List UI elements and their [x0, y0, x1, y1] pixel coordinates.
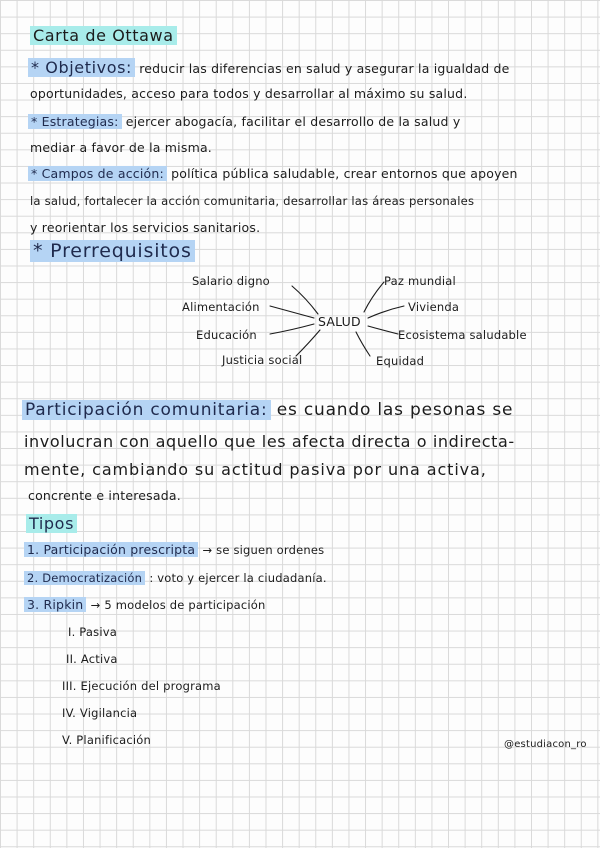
objetivos-text-1: reducir las diferencias en salud y asegurar la igualdad de — [139, 61, 510, 76]
objetivos-line-1 — [28, 58, 510, 77]
participacion-text-1: es cuando las pesonas se — [276, 400, 514, 420]
prereq-educacion: Educación — [196, 328, 257, 342]
tipo-2 — [24, 570, 327, 585]
line-vivienda — [368, 306, 404, 318]
line-ecosistema — [368, 326, 398, 334]
participacion-line-2: involucran con aquello que les afecta directa o indirecta- — [24, 432, 515, 451]
prerrequisitos-heading: * Prerrequisitos — [30, 240, 195, 262]
tipo-3-label: 3. Ripkin — [24, 597, 86, 612]
estrategias-text-1: ejercer abogacía, facilitar el desarrollo de la salud y — [125, 114, 461, 129]
line-salario — [292, 286, 318, 314]
tipo-1-text: → se siguen ordenes — [202, 543, 325, 557]
line-educacion — [270, 324, 314, 334]
line-equidad — [356, 332, 370, 356]
tipo-3 — [24, 597, 266, 612]
tipo-1 — [24, 542, 324, 557]
campos-line-3: y reorientar los servicios sanitarios. — [30, 220, 261, 235]
tipo-2-text: : voto y ejercer la ciudadanía. — [149, 571, 327, 585]
model-activa: II. Activa — [66, 652, 118, 666]
prereq-ecosistema-saludable: Ecosistema saludable — [398, 328, 527, 342]
model-ejecucion: III. Ejecución del programa — [62, 679, 221, 693]
prereq-justicia-social: Justicia social — [222, 353, 303, 367]
model-vigilancia: IV. Vigilancia — [62, 706, 138, 720]
line-paz — [364, 282, 384, 312]
prereq-equidad: Equidad — [376, 354, 425, 368]
estrategias-label: * Estrategias: — [28, 114, 122, 129]
tipo-1-label: 1. Participación prescripta — [24, 542, 198, 557]
participacion-line-3: mente, cambiando su actitud pasiva por una activa, — [24, 460, 487, 479]
page-title: Carta de Ottawa — [30, 26, 177, 45]
objetivos-line-2: oportunidades, acceso para todos y desarrollar al máximo su salud. — [30, 86, 468, 101]
campos-line-1 — [28, 166, 518, 181]
participacion-term: Participación comunitaria: — [22, 400, 271, 420]
tipo-3-text: → 5 modelos de participación — [90, 598, 266, 612]
participacion-line-1 — [22, 400, 513, 420]
prereq-alimentacion: Alimentación — [182, 300, 260, 314]
tipo-2-label: 2. Democratización — [24, 571, 145, 585]
prereq-paz-mundial: Paz mundial — [384, 274, 456, 288]
campos-label: * Campos de acción: — [28, 166, 167, 181]
line-alimentacion — [270, 306, 314, 318]
author-signature: @estudiacon_ro — [504, 739, 587, 750]
estrategias-line-2: mediar a favor de la misma. — [30, 140, 212, 155]
objetivos-label: * Objetivos: — [28, 58, 135, 77]
model-pasiva: I. Pasiva — [68, 625, 118, 639]
tipos-heading: Tipos — [26, 514, 77, 533]
prereq-vivienda: Vivienda — [408, 300, 460, 314]
model-planificacion: V. Planificación — [62, 733, 152, 747]
campos-text-1: política pública saludable, crear entornos que apoyen — [171, 166, 518, 181]
campos-line-2: la salud, fortalecer la acción comunitaria, desarrollar las áreas personales — [30, 194, 475, 208]
estrategias-line-1 — [28, 114, 460, 129]
participacion-line-4: concrente e interesada. — [28, 488, 181, 503]
prereq-salario-digno: Salario digno — [192, 274, 270, 288]
mindmap-center-salud: SALUD — [318, 314, 361, 329]
